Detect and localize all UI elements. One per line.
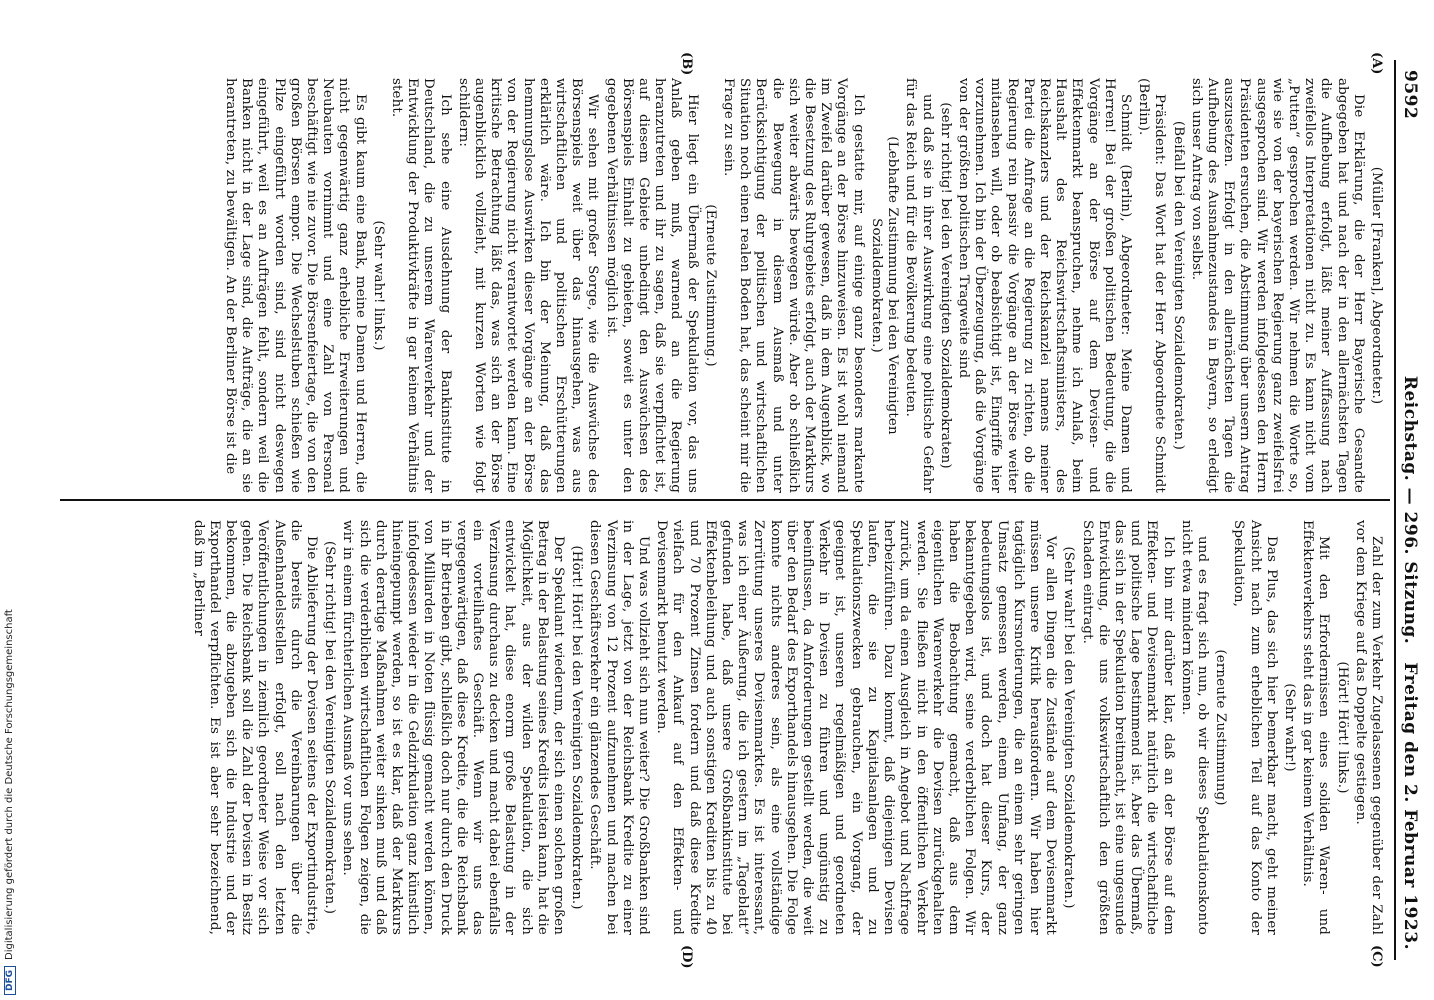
paragraph: Hier liegt ein Übermaß der Spekulation vor, das uns Anlaß geben muß, warnend an die Regierung heranzutreten und ihr zu sagen, daß sie verpflichtet ist, auf diesem Gebiete unbedingt den Auswüchsen des Börsenspiels Einhalt zu gebieten, soweit es unter den gegebenen Verhältnissen möglich ist. [603, 78, 700, 493]
interjection: (Sehr wahr!) [1281, 683, 1297, 772]
paragraph: Und was vollzieht sich nun weiter? Die Großbanken sind in der Lage, jetzt von der Reichsbank Kredite zu einer Verzinsung von 12 Prozent aufzunehmen und machen bei diesen Geschäftsverkehr ein glänzendes Geschäft. [587, 520, 652, 935]
margin-mark-a: (A) [1369, 52, 1384, 75]
interjection: (Sehr wahr! bei den Vereinigten Sozialdemokraten.) [1061, 546, 1077, 909]
margin-mark-b: (B) [679, 52, 694, 76]
interjection: (erneute Zustimmung) [1213, 649, 1229, 806]
paragraph: Das Plus, das sich hier bemerkbar macht, geht meiner Ansicht nach zum erheblichen Teil auf das Konto der Spekulation, [1231, 520, 1279, 935]
column-divider [60, 499, 1390, 501]
paragraph: Präsident: Das Wort hat der Herr Abgeordnete Schmidt (Berlin). [1136, 78, 1168, 493]
right-column [187, 520, 1384, 935]
paragraph: Zahl der zum Verkehr Zugelassenen gegenüber der Zahl vor dem Kriege auf das Doppelte gestiegen. [1352, 520, 1384, 935]
left-column [220, 78, 1384, 493]
paragraph: Mit den Erfordernissen eines soliden Waren- und Effektenverkehrs steht das in gar keinem Verhältnis. [1300, 520, 1332, 935]
interjection: (Sehr richtig! bei den Vereinigten Sozialdemokraten.) [322, 540, 338, 915]
margin-mark-c: (C) [1369, 945, 1384, 968]
interjection: (sehr richtig! bei den Vereinigten Sozialdemokraten) [937, 102, 953, 469]
paragraph: Ich sehe eine Ausdehnung der Bankinstitute in Deutschland, die zu unserem Warenverkehr und der Entwicklung der Produktivkräfte in gar keinem Verhältnis steht. [389, 78, 453, 493]
paragraph: Die Erklärung, die der Herr Bayerische Gesandte abgegeben hat und nach der in den allernächsten Tagen die Aufhebung erfolgt, läßt meiner Auffassung nach zweifellos Interpretationen nicht zu. Es kann nicht vom „Putten“ gesprochen werden. Wir nehmen die Worte so, wie sie von der bayerischen Regierung ganz zweifelsfrei ausgesprochen sind. Wir werden infolgedessen den Herrn Präsidenten ersuchen, die Abstimmung über unsern Antrag auszusetzen. Erfolgt in den allernächsten Tagen die Aufhebung des Ausnahmezustandes in Bayern, so erledigt sich unser Antrag von selbst. [1188, 78, 1366, 493]
paragraph: und es fragt sich nun, ob wir dieses Spekulationskonto nicht etwa mindern können. [1178, 520, 1210, 935]
funding-credit: Digitalisierung gefördert durch die Deutsche Forschungsgemeinschaft [4, 609, 15, 960]
paragraph: Ich bin mir darüber klar, daß an der Börse auf dem Effekten- und Devisenmarkt natürlich die wirtschaftliche und politische Lage bestimmend ist. Aber das Übermaß, das sich in der Spekulation breitmacht, ist eine ungesunde Entwicklung, die uns volkswirtschaftlich den größten Schaden eintragt. [1079, 520, 1176, 935]
paragraph: (Müller [Franken], Abgeordneter.) [1369, 166, 1384, 405]
dfg-logo: DFG [4, 966, 16, 995]
paragraph: Die Ablieferung der Devisen seitens der Exportindustrie, die bereits durch die Vereinbarungen über die Außenhandelsstellen erfolgt, soll nach den letzten Veröffentlichungen in ziemlich geordneter Weise vor sich gehen. Die Reichsbank soll die Zahl der Devisen in Besitz bekommen, die abzugeben sich die Industrie und der Exporthandel verpflichten. Es ist aber sehr bezeichnend, daß im „Berliner [190, 520, 319, 935]
session-date: Freitag den 2. Februar 1923. [1400, 662, 1420, 950]
session-title: Reichstag. — 296. Sitzung. [1400, 375, 1420, 645]
interjection: (Lebhafte Zustimmung bei den Vereinigten Sozialdemokraten.) [868, 136, 901, 435]
header-rule [1394, 60, 1396, 960]
side-credit-strip [0, 0, 22, 1000]
paragraph: Vor allen Dingen die Zustände auf dem Devisenmarkt müssen unsere Kritik herausfordern. Wir haben hier tagtäglich Kursnotierungen, die an einem sehr geringen Umsatz gemessen werden, einem Umfang, der ganz bedeutungslos ist, und doch hat dieser Kurs, der bekanntgegeben wird, seine verderblichen Folgen. Wir haben die Beobachtung gemacht, daß aus dem eigentlichen Warenverkehr die Devisen zurückgehalten werden. Sie fließen nicht in den öffentlichen Verkehr zurück, um da einen Ausgleich in Angebot und Nachfrage herbeizuführen. Dazu kommt, daß diejenigen Devisen laufen, die sie zu Kapitalsanlagen und zu Spekulationszwecken gebrauchen, ein Vorgang, der geeignet ist, unseren regelmäßigen und geordneten Verkehr in Devisen zu führen und ungünstig zu beeinflussen, da Anforderungen gestellt werden, die weit über den Bedarf des Exporthandels hinausgehen. Die Folge konnte nichts anderes sein, als eine vollständige Zerrüttung unseres Devisenmarktes. Es ist interessant, was ich einer Äußerung, die ich gestern im „Tageblatt“ gefunden habe, daß unsere Großbankinstitute bei Effektenbeleihung und auch sonstigen Krediten bis zu 40 und 70 Prozent Zinsen fordern und daß diese Kredite vielfach für den Ankauf auf den Effekten- und Devisenmarkt benutzt werden. [654, 520, 1059, 935]
paragraph: Wir sehen mit großer Sorge, wie die Auswüchse des Börsenspiels weit über das hinausgehen, was aus wirtschaftlichen und politischen Erschütterungen erklärlich wäre. Ich bin der Meinung, daß das hemmungslose Auswirken dieser Vorgänge an der Börse von der Regierung nicht verantwortet werden kann. Eine kritische Betrachtung läßt das, was sich an der Börse augenblicklich vollzieht, mit kurzen Worten wie folgt schildern: [455, 78, 601, 493]
page-number: 9592 [1400, 70, 1420, 120]
interjection: (Beifall bei den Vereinigten Sozialdemokraten.) [1170, 120, 1186, 451]
interjection: (Hört! Hört! links.) [1334, 661, 1350, 794]
paragraph: Ich gestatte mir, auf einige ganz besonders markante Vorgänge an der Börse hinzuweisen. Es ist wohl niemand im Zweifel darüber gewesen, daß in dem Augenblick, wo die Besetzung des Ruhrgebiets erfolgt, auch der Markkurs sich weiter abwärts bewegen würde. Aber ob schließlich die Bewegung in diesem Ausmaß und unter Berücksichtigung der politischen und wirtschaftlichen Situation noch einen realen Boden hat, das scheint mir die Frage zu sein. [721, 78, 866, 493]
interjection: (Erneute Zustimmung.) [702, 204, 718, 367]
margin-mark-d: (D) [679, 945, 694, 969]
interjection: (Sehr wahr! links.) [370, 220, 386, 351]
paragraph: Der Spekulant wiederum, der sich einen solchen großen Betrag in der Belastung seines Kredits leisten kann, hat die Möglichkeit, aus der wilden Spekulation, die sich entwickelt hat, diese enorm große Belastung in der Verzinsung durchaus zu decken und macht dabei ebenfalls ein vorteilhaftes Geschäft. Wenn wir uns das vergegenwärtigen, daß diese Kredite, die die Reichsbank in ihr Betrieben gibt, schließlich doch nur durch den Druck von Milliarden in Noten flüssig gemacht werden können, infolgedessen wieder in die Geldzirkulation ganz künstlich hineingepumpt werden, so ist es klar, daß der Markkurs durch derartige Maßnahmen weiter sinken muß und daß sich die verderblichen wirtschaftlichen Folgen zeigen, die wir in einem fürchterlichen Ausmaß vor uns sehen. [340, 520, 567, 935]
interjection: (Hört! Hört! bei den Vereinigten Sozialdemokraten.) [569, 545, 585, 910]
paragraph: und daß sie in ihrer Auswirkung eine politische Gefahr für das Reich und für die Bevölkerung bedeuten. [903, 78, 935, 493]
paragraph: Schmidt (Berlin), Abgeordneter: Meine Damen und Herren! Bei der großen politischen Bedeutung, die die Vorgänge an der Börse auf dem Devisen- und Effektenmarkt beanspruchen, nehme ich Anlaß, beim Haushalt des Reichswirtschaftsministers, des Reichskanzlers und der Reichskanzlei namens meiner Partei die Anfrage an die Regierung zu richten, ob die Regierung rein passiv die Vorgänge an der Börse weiter mitansehen will, oder ob beabsichtigt ist, Eingriffe hier vorzunehmen. Ich bin der Überzeugung, daß die Vorgänge von der größten politischen Tragweite sind [955, 78, 1133, 493]
paragraph: Es gibt kaum eine Bank, meine Damen und Herren, die nicht gegenwärtig ganz erhebliche Erweiterungen und Neubauten vornimmt und eine Zahl von Personal beschäftigt wie nie zuvor. Die Börsenfeiertage, die von den großen Börsen empor. Die Wechselstuben schießen wie Pilze eingeführt worden sind, sind nicht deswegen eingeführt, weil es an Aufträgen fehlt, sondern weil die Banken nicht in der Lage sind, die Aufträge, die an sie herantreten, zu bewältigen. An der Berliner Börse ist die [222, 78, 368, 493]
